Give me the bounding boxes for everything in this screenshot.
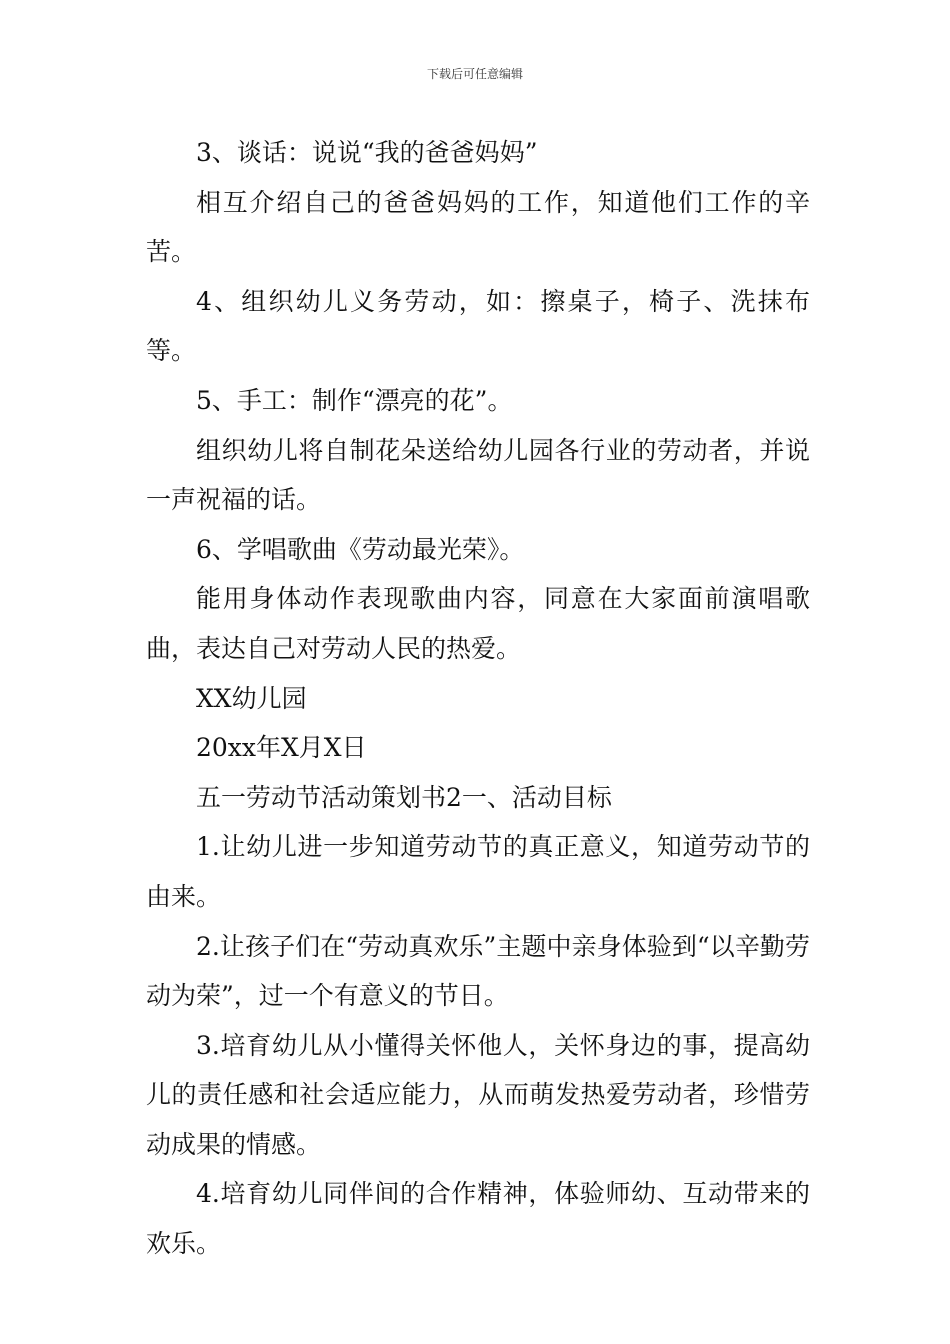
goal-item-2: 2.让孩子们在“劳动真欢乐”主题中亲身体验到“以辛勤劳动为荣”，过一个有意义的节日。 xyxy=(146,931,810,1011)
paragraph-talk-activity: 3、谈话：说说“我的爸爸妈妈” xyxy=(196,138,538,167)
paragraph-learn-song: 6、学唱歌曲《劳动最光荣》。 xyxy=(196,534,525,564)
section-heading-plan-2: 五一劳动节活动策划书2一、活动目标 xyxy=(196,782,612,812)
paragraph-send-flowers: 组织幼儿将自制花朵送给幼儿园各行业的劳动者，并说一声祝福的话。 xyxy=(146,435,810,515)
signature-date: 20xx年X月X日 xyxy=(196,733,367,763)
document-body xyxy=(146,128,810,1269)
page-header-note: 下载后可任意编辑 xyxy=(426,67,523,81)
paragraph-perform-song: 能用身体动作表现歌曲内容，同意在大家面前演唱歌曲，表达自己对劳动人民的热爱。 xyxy=(146,584,810,663)
goal-item-4: 4.培育幼儿同伴间的合作精神，体验师幼、互动带来的欢乐。 xyxy=(146,1179,810,1259)
paragraph-introduce-parents: 相互介绍自己的爸爸妈妈的工作，知道他们工作的辛苦。 xyxy=(146,187,810,267)
paragraph-handcraft: 5、手工：制作“漂亮的花”。 xyxy=(196,385,513,415)
paragraph-volunteer-labor: 4、组织幼儿义务劳动，如：擦桌子，椅子、洗抹布等。 xyxy=(146,286,810,366)
goal-item-1: 1.让幼儿进一步知道劳动节的真正意义，知道劳动节的由来。 xyxy=(146,832,810,911)
goal-item-3: 3.培育幼儿从小懂得关怀他人，关怀身边的事，提高幼儿的责任感和社会适应能力，从而萌发热爱劳动者，珍惜劳动成果的情感。 xyxy=(146,1030,810,1159)
signature-kindergarten: XX幼儿园 xyxy=(196,683,307,713)
